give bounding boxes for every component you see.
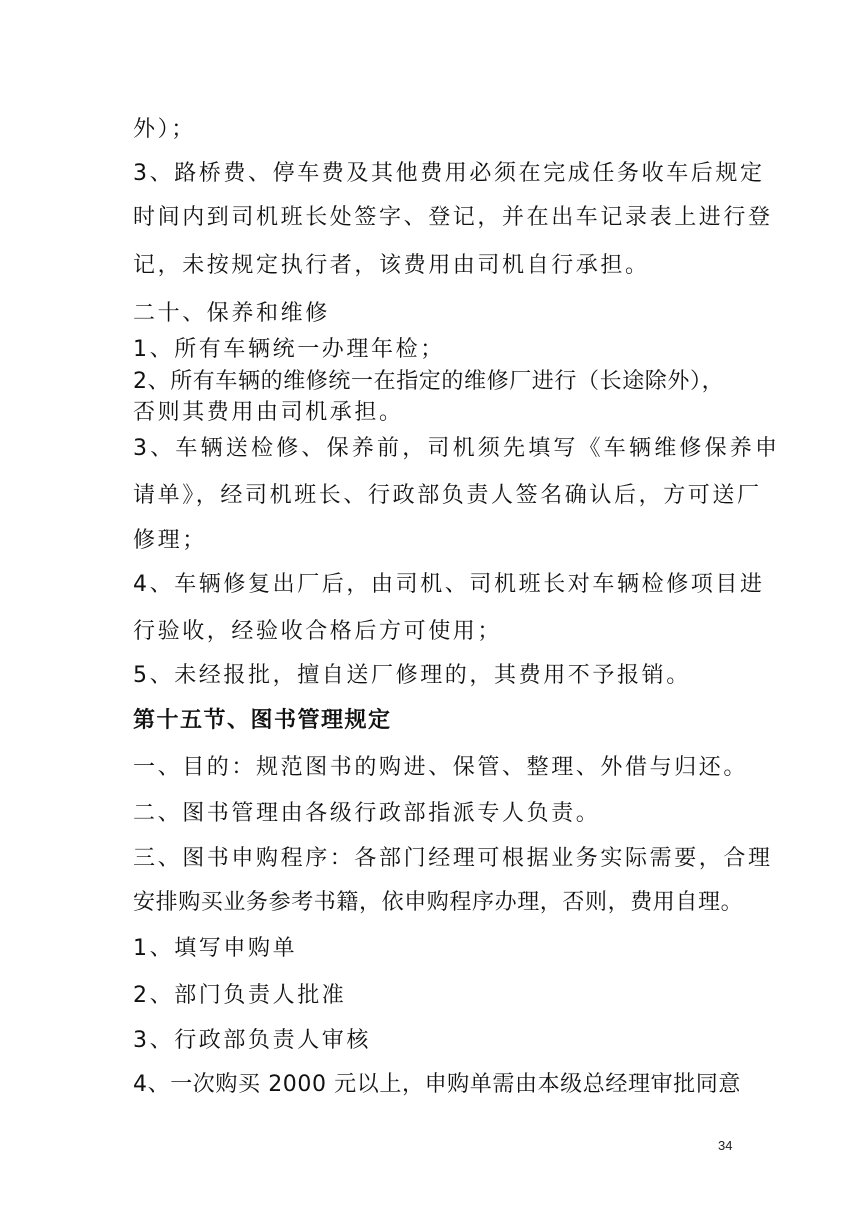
text-line: 行验收，经验收合格后方可使用；: [133, 619, 503, 644]
text-line: 外）；: [133, 117, 196, 142]
text-line: 记，未按规定执行者，该费用由司机自行承担。: [133, 253, 650, 278]
text-line: 3、行政部负责人审核: [133, 1028, 371, 1053]
section-heading: 第十五节、图书管理规定: [133, 708, 392, 733]
text-line: 请单》，经司机班长、行政部负责人签名确认后，方可送厂: [133, 483, 762, 508]
text-line: 3、路桥费、停车费及其他费用必须在完成任务收车后规定: [133, 161, 765, 186]
text-line: 安排购买业务参考书籍，依申购程序办理，否则，费用自理。: [133, 890, 744, 915]
text-line: 否则其费用由司机承担。: [133, 400, 404, 425]
text-line: 修理；: [133, 528, 207, 553]
text-line: 4、车辆修复出厂后，由司机、司机班长对车辆检修项目进: [133, 572, 765, 597]
text-line: 4、一次购买 2000 元以上，申购单需由本级总经理审批同意: [133, 1072, 741, 1097]
text-line: 2、部门负责人批准: [133, 983, 347, 1008]
text-line: 2、所有车辆的维修统一在指定的维修厂进行（长途除外），: [133, 369, 725, 394]
section-subheading: 二十、保养和维修: [133, 301, 330, 326]
text-line: 3、车辆送检修、保养前，司机须先填写《车辆维修保养申: [133, 436, 781, 461]
text-line: 1、所有车辆统一办理年检；: [133, 337, 445, 362]
text-line: 1、填写申购单: [133, 936, 298, 961]
text-line: 三、图书申购程序：各部门经理可根据业务实际需要，合理: [133, 846, 773, 871]
text-line: 5、未经报批，擅自送厂修理的，其费用不予报销。: [133, 663, 691, 688]
text-line: 二、图书管理由各级行政部指派专人负责。: [133, 801, 601, 826]
text-line: 时间内到司机班长处签字、登记，并在出车记录表上进行登: [133, 205, 773, 230]
page-number: 34: [718, 1138, 733, 1153]
text-line: 一、目的：规范图书的购进、保管、整理、外借与归还。: [133, 755, 749, 780]
